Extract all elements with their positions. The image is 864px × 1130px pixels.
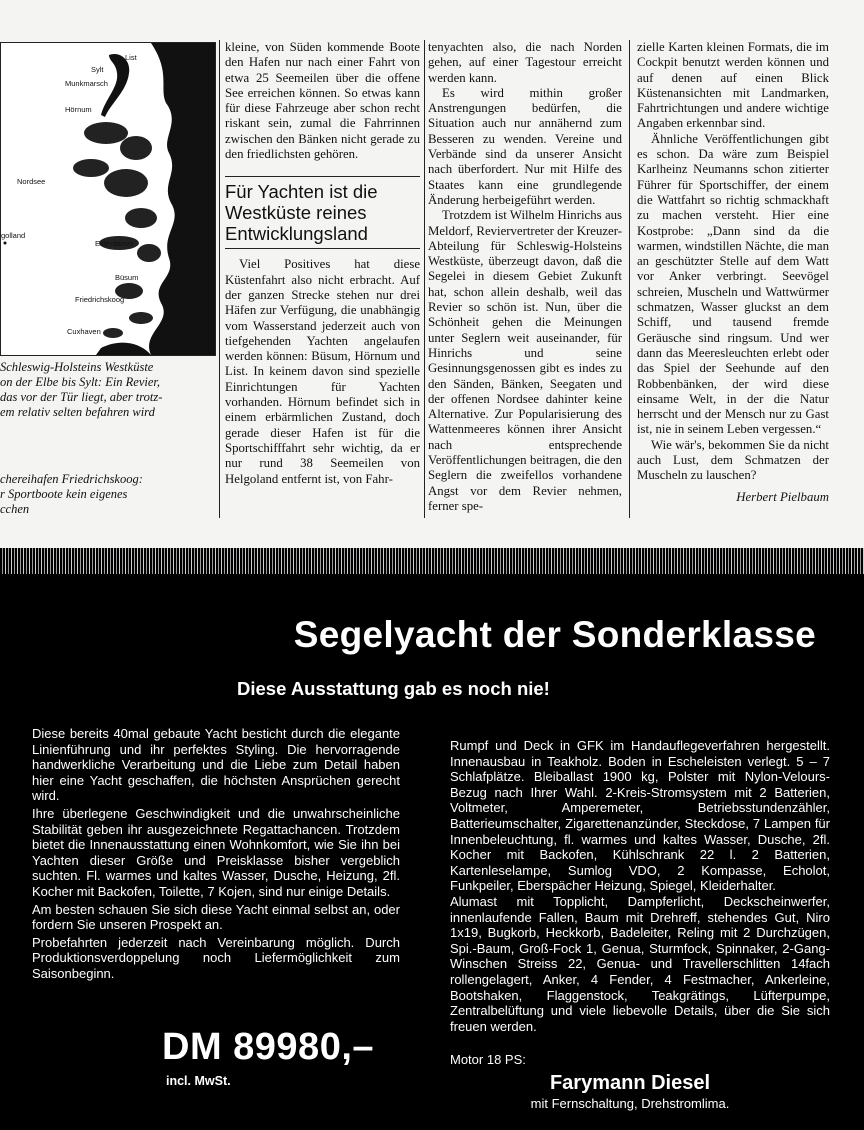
caption-line: chereihafen Friedrichskoog: [0,472,143,486]
map-label-friedrichskoog: Friedrichskoog [75,295,125,304]
column-divider [424,40,425,518]
article-paragraph: tenyachten also, die nach Norden gehen, auf einer Tagestour erreicht werden kann. [428,40,622,85]
article-page [0,0,864,548]
article-paragraph: Trotzdem ist Wilhelm Hinrichs aus Meldorf, Reviervertreter der Kreuzer-Abteilung für Schleswig-Holsteins Westküste, überzeugt davon, daß die Segelei in diesem Gebiet Zukunft hat, schon allein deshalb, weil das Revier so schön ist. Nun, über die Schönheit gehen die Meinungen unter Seglern weit auseinander, für Hinrichs und seine Gesinnungsgenossen gibt es indes zu den Sänden, Bänken, Seegaten und der offenen Nordsee dahinter keine Alternative. Zur Popularisierung des Wattenmeeres können ihrer Ansicht nach entsprechende Veröffentlichungen beitragen, die den Seglern die zweifellos vorhandene Angst vor dem Revier nehmen, ferner spe- [428,208,622,513]
caption-line: Schleswig-Holsteins Westküste [0,360,154,374]
subheadline-box [225,176,420,249]
ad-engine-details: mit Fernschaltung, Drehstromlima. [530,1096,730,1111]
map-caption [0,360,214,420]
subheadline: Für Yachten ist die Westküste reines Entwicklungsland [225,181,378,245]
ad-price: DM 89980,– [162,1026,375,1068]
map-label-buesum: Büsum [115,273,139,282]
coast-map [0,42,216,356]
map-label-hoernum: Hörnum [65,105,92,114]
map-label-munkmarsch: Munkmarsch [65,79,108,88]
caption-line: cchen [0,502,30,516]
map-label-list: List [125,53,137,62]
photo-caption [0,472,214,517]
ad-description [32,726,400,984]
column-divider [629,40,630,518]
ad-paragraph: Diese bereits 40mal gebaute Yacht besticht durch die elegante Linienführung und ihr perfektes Styling. Die hervorragende handwerkliche Verarbeitung und die Liebe zum Detail haben hier eine Yacht geschaffen, die höchsten Ansprüchen gerecht wird. [32,726,400,804]
map-label-helgoland: golland [1,231,26,240]
map-label-sylt: Sylt [91,65,104,74]
article-paragraph: kleine, von Süden kommende Boote den Hafen nur nach einer Fahrt von etwa 25 Seemeilen über die offene See erreichen können. So etwas kann für diese Fahrzeuge aber schon recht riskant sein, zumal die Fahrrinnen zwischen den Bänken nicht gerade zu den friedlichsten gehören. [225,40,420,162]
article-column-1 [225,40,420,487]
article-paragraph: Viel Positives hat diese Küstenfahrt also nicht erbracht. Auf der ganzen Strecke stehen nur drei Häfen zur Verfügung, die unabhängig vom Wasserstand jederzeit auch von tiefgehenden Yachten angelaufen werden können: Büsum, Hörnum und List. In keinem davon sind spezielle Einrichtungen für Yachten vorhanden. Hörnum befindet sich in einem erbärmlichen Zustand, doch gerade dieser Hafen ist für die Sportschifffahrt sehr wichtig, da er nur rund 38 Seemeilen von Helgoland entfernt ist, von Fahr- [225,257,420,486]
ad-title: Segelyacht der Sonderklasse [293,614,816,655]
ad-tax-note: incl. MwSt. [166,1074,231,1088]
ad-subtitle: Diese Ausstattung gab es noch nie! [237,678,550,699]
caption-line: on der Elbe bis Sylt: Ein Revier, [0,375,161,389]
map-label-cuxhaven: Cuxhaven [67,327,101,336]
article-paragraph: Ähnliche Veröffentlichungen gibt es schon. Da wäre zum Beispiel Karlheinz Neumanns schon zitierter Führer für Sportschiffer, der einem die Wattfahrt so richtig schmackhaft zu machen versteht. Hier eine Kostprobe: „Dann sind da die warmen, windstillen Nächte, die man an geschützter Stelle auf dem Watt vor Anker verbringt. Seevögel schreien, Muscheln und Wattwürmer schmatzen, Wasser gluckst an dem Schiff, und tausend fremde Geräusche sind ringsum. Und wer dann das Meeresleuchten erlebt oder das Spiel der Seehunde auf den Robbenbänken, der wird diese einsame Welt, in der die Natur herrscht und der Mensch nur zu Gast ist, nie in seinem Leben vergessen.“ [637,131,829,437]
caption-line: em relativ selten befahren wird [0,405,155,419]
article-paragraph: Wie wär's, bekommen Sie da nicht auch Lust, dem Schmatzen der Muscheln zu lauschen? [637,437,829,483]
ad-paragraph: Alumast mit Topplicht, Dampferlicht, Deckscheinwerfer, innenlaufende Fallen, Baum mit Drehreff, stehendes Gut, Niro 1x19, Bugkorb, Heckkorb, Badeleiter, Reling mit 2 Durchzügen, Spi.-Baum, Groß-Fock 1, Genua, Sturmfock, Spinnaker, 2-Gang-Winschen Streiss 22, Genua- und Travellerschlitten 14fach rollengelagert, Anker, 4 Fender, 4 Festmacher, Ankerleine, Bootshaken, Flaggenstock, Teakgrätings, Lüfterpumpe, Zentralbelüftung und viele liebevolle Details, über die Sie sich freuen werden. [450,893,830,1034]
map-illustration [1,43,215,355]
ad-equipment-list [450,738,830,1034]
article-author: Herbert Pielbaum [736,489,829,504]
map-label-nordsee: Nordsee [17,177,46,186]
ad-engine-name: Farymann Diesel [549,1072,711,1094]
ad-paragraph: Ihre überlegene Geschwindigkeit und die unwahrscheinliche Stabilität geben ihr ausgezeichnete Regattachancen. Trotzdem bietet die Innenausstattung einen Wohnkomfort, wie Sie ihn bei Yachten dieser Größe und Preisklasse bisher vergeblich suchten. Fl. warmes und kaltes Wasser, Dusche, Heizung, 2fl. Kocher mit Backofen, Toilette, 7 Kojen, sind nur einige Details. [32,805,400,899]
ad-paragraph: Am besten schauen Sie sich diese Yacht einmal selbst an, oder fordern Sie unseren Prospekt an. [32,901,400,933]
ad-motor-label: Motor 18 PS: [450,1052,526,1067]
ad-paragraph: Rumpf und Deck in GFK im Handauflegeverfahren hergestellt. Innenausbau in Teakholz. Boden in Escheleisten verlegt. 5 – 7 Schlafplätze. Bleiballast 1900 kg, Polster mit Nylon-Velours-Bezug nach Ihrer Wahl. 2-Kreis-Stromsystem mit 2 Batterien, Voltmeter, Amperemeter, Betriebsstundenzähler, Batterieumschalter, Zigarettenanzünder, Steckdose, 7 Lampen für Innenbeleuchtung, fl. warmes und kaltes Wasser, Dusche, 2fl. Kocher mit Backofen, Kühlschrank 22 l. 2 Batterien, Kartenleselampe, Sumlog VDO, 2 Kompasse, Echolot, Funkpeiler, Eberspächer Heizung, Spiegel, Kleiderhalter. [450,738,830,894]
article-column-2 [428,40,622,514]
ad-paragraph: Probefahrten jederzeit nach Vereinbarung möglich. Durch Produktionsverdoppelung noch Liefermöglichkeit zum Saisonbeginn. [32,934,400,981]
caption-line: r Sportboote kein eigenes [0,487,128,501]
article-paragraph: zielle Karten kleinen Formats, die im Cockpit benutzt werden können und auf denen auf einen Blick Küstenansichten mit Landmarken, Fahrtrichtungen und andere wichtige Angaben erkennbar sind. [637,40,829,131]
article-column-3 [637,40,829,505]
article-paragraph: Es wird mithin großer Anstrengungen bedürfen, die Situation auch nur annähernd zum Besseren zu wenden. Vereine und Verbände sind da unserer Ansicht nach überfordert. Nur mit Hilfe des Staates kann eine grundlegende Änderung herbeigeführt werden. [428,85,622,207]
caption-line: das vor der Tür liegt, aber trotz- [0,390,163,404]
column-divider [219,40,220,518]
yacht-advertisement [0,574,864,1130]
map-label-eiderdamm: Eiderdamm [95,239,134,248]
